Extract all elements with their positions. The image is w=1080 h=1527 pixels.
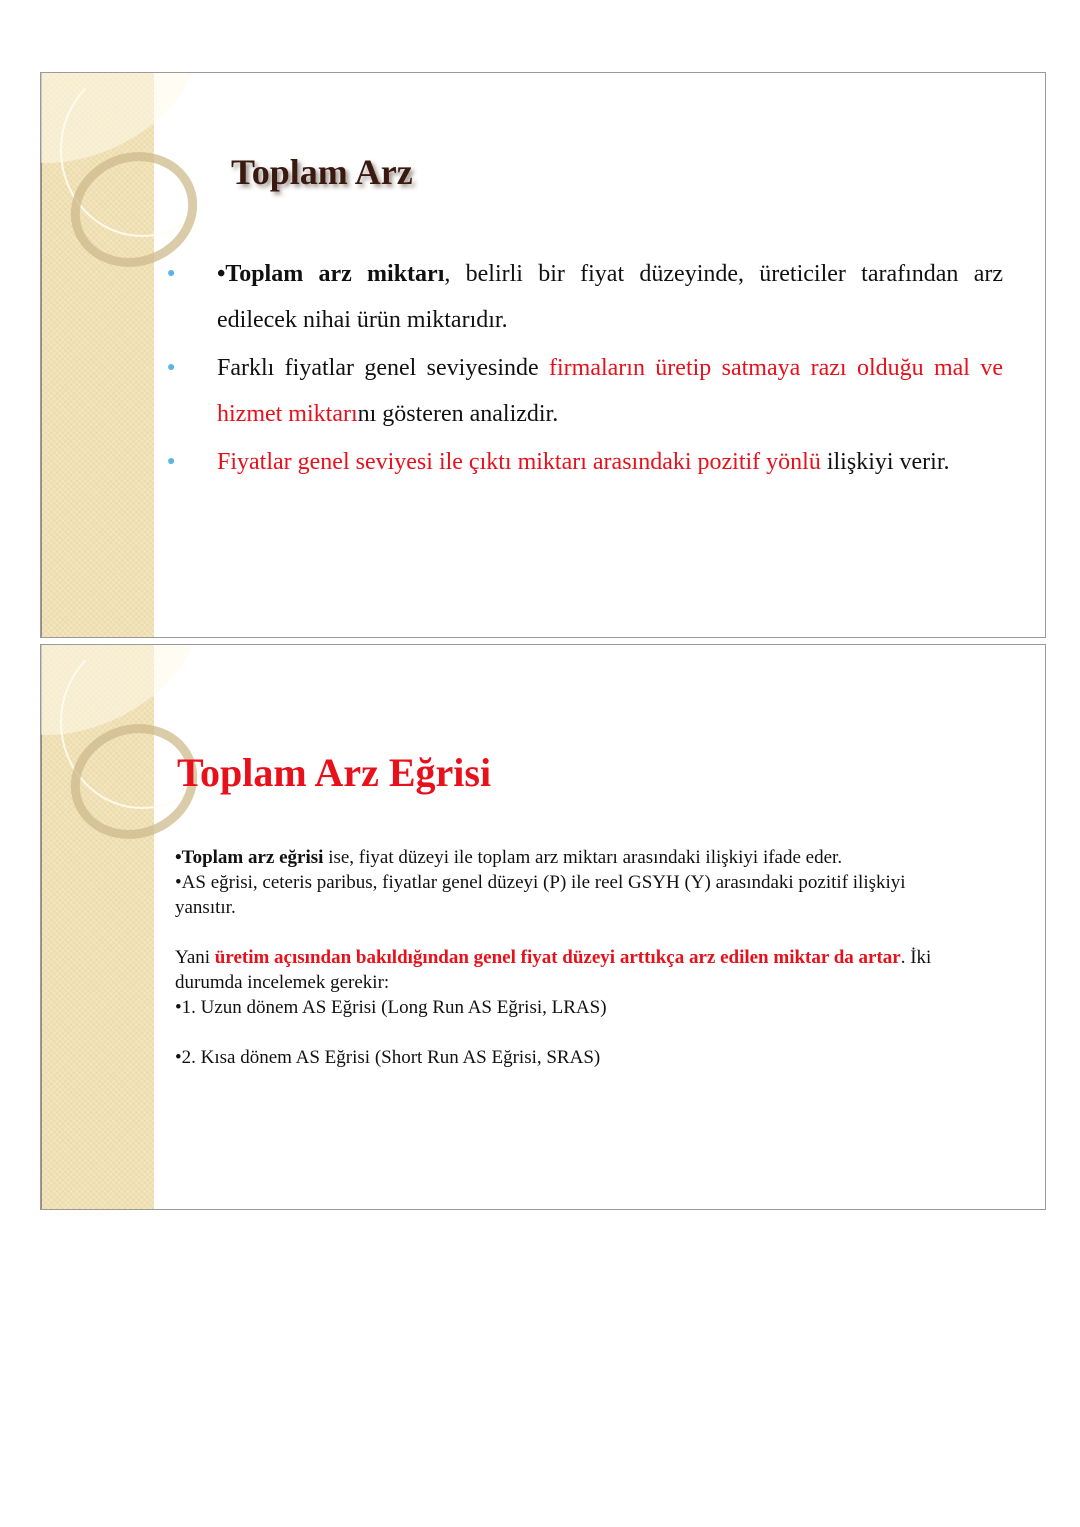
summary-paragraph [175,945,955,995]
bold-term: •Toplam arz eğrisi [175,847,324,868]
bullet-text: nı gösteren analizdir. [357,401,559,427]
bullet-item [163,439,1003,485]
slide-title: Toplam Arz [231,152,413,192]
slide-title: Toplam Arz Eğrisi [177,750,492,795]
bullet-text: , belirli bir fiyat düzeyinde, üreticiler tarafından arz edilecek nihai ürün miktarıdır. [217,261,1003,333]
bullet-text: Farklı fiyatlar genel seviyesinde [217,355,549,381]
as-curve-line: •AS eğrisi, ceteris paribus, fiyatlar genel düzeyi (P) ile reel GSYH (Y) arasındaki pozitif ilişkiyi yansıtır. [175,872,906,918]
bullet-item [163,345,1003,437]
body-text: ise, fiyat düzeyi ile toplam arz miktarı arasındaki ilişkiyi ifade eder. [323,847,843,868]
decorative-side-panel [41,645,154,1209]
decorative-side-panel [41,73,154,637]
slide-toplam-arz [40,72,1046,638]
bullet-dot-icon: ● [167,360,176,375]
list-item-sras: •2. Kısa dönem AS Eğrisi (Short Run AS Eğrisi, SRAS) [175,1047,601,1068]
bullet-list [163,251,1003,487]
highlight-text: firmaların üretip satmaya razı olduğu mal ve hizmet miktarı [217,355,1003,427]
slide-body [175,845,955,1070]
body-text: Yani [175,947,215,968]
list-item-lras: •1. Uzun dönem AS Eğrisi (Long Run AS Eğrisi, LRAS) [175,997,607,1018]
body-text: . İki durumda incelemek gerekir: [175,947,932,993]
bullet-dot-icon: ● [167,266,176,281]
slide-toplam-arz-egrisi [40,644,1046,1210]
bullet-item [163,251,1003,343]
bold-term: •Toplam arz miktarı [217,261,445,287]
definition-line [175,845,955,870]
highlight-text: üretim açısından bakıldığından genel fiyat düzeyi arttıkça arz edilen miktar da artar [214,947,901,968]
bullet-text: ilişkiyi verir. [820,449,950,475]
highlight-text: Fiyatlar genel seviyesi ile çıktı miktarı arasındaki pozitif yönlü [217,449,821,475]
bullet-dot-icon: ● [167,454,176,469]
